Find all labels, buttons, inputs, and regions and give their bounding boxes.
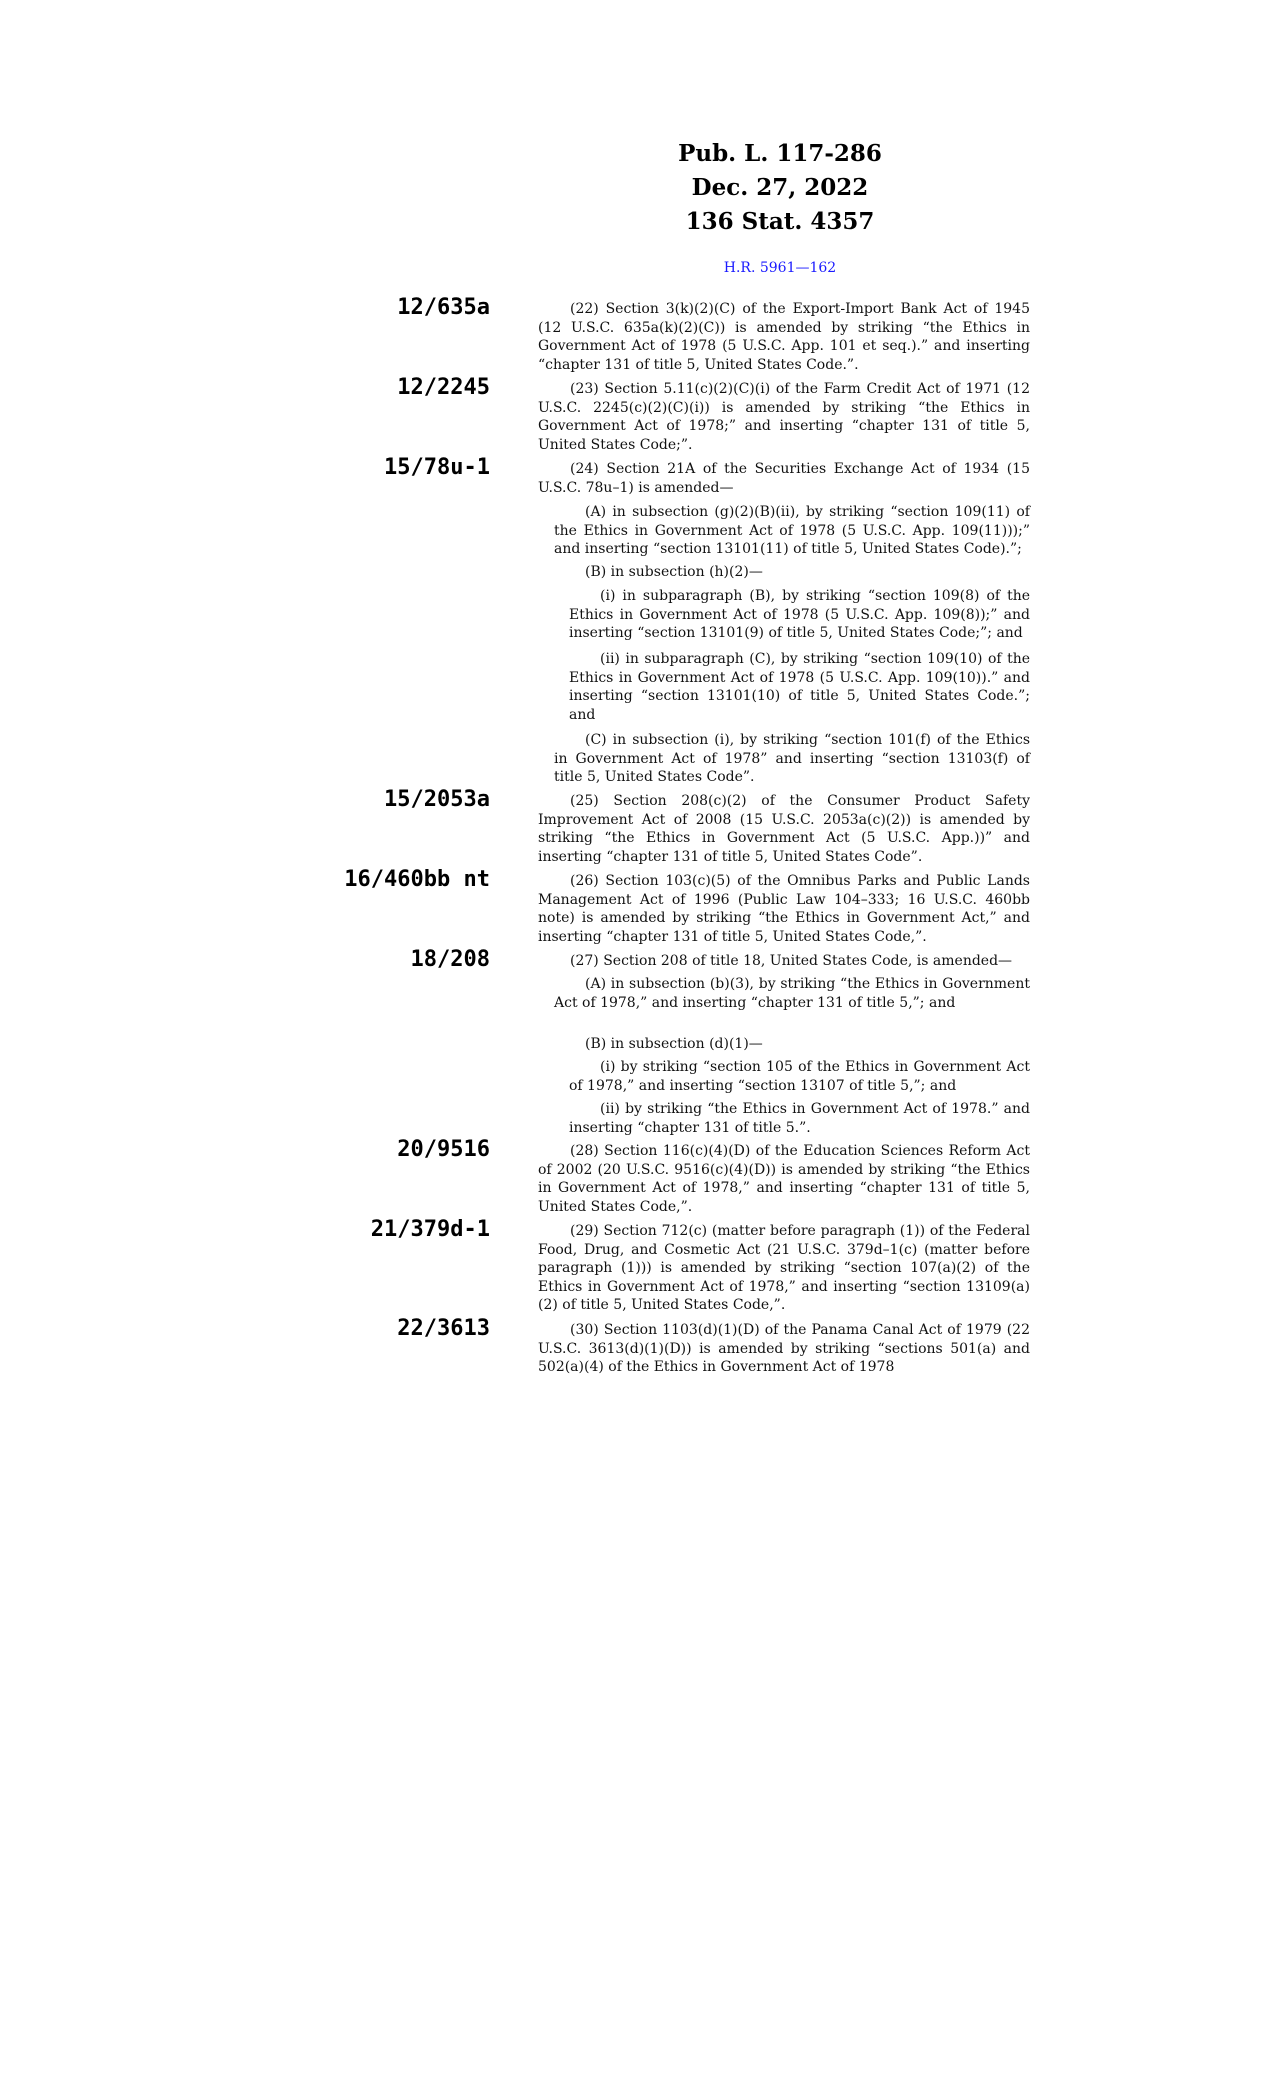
paragraph-25: (25) Section 208(c)(2) of the Consumer Product Safety Improvement Act of 2008 (15 U.S.C. 2053a(c)(2)) is amended by striking “the Ethics in Government Act (5 U.S.C. App.))” and inserting “chapter 131 of title 5, United States Code”. (538, 793, 1030, 865)
paragraph-27-A: (A) in subsection (b)(3), by striking “the Ethics in Government Act of 1978,” and inserting “chapter 131 of title 5,”; and (554, 976, 1030, 1011)
paragraph-27-B: (B) in subsection (d)(1)— (585, 1036, 763, 1052)
paragraph-22: (22) Section 3(k)(2)(C) of the Export-Import Bank Act of 1945 (12 U.S.C. 635a(k)(2)(C)) is amended by striking “the Ethics in Government Act of 1978 (5 U.S.C. App. 101 et seq.).” and inserting “chapter 131 of title 5, United States Code.”. (538, 301, 1030, 373)
paragraph-24-B-ii: (ii) in subparagraph (C), by striking “section 109(10) of the Ethics in Government Act of 1978 (5 U.S.C. App. 109(10)).” and inserting “section 13101(10) of title 5, United States Code.”; and (569, 651, 1030, 723)
margin-citation: 12/2245 (397, 375, 490, 400)
paragraph-24-A: (A) in subsection (g)(2)(B)(ii), by striking “section 109(11) of the Ethics in Government Act of 1978 (5 U.S.C. App. 109(11)));” and inserting “section 13101(11) of title 5, United States Code).”; (554, 504, 1030, 558)
paragraph-24-B-i: (i) in subparagraph (B), by striking “section 109(8) of the Ethics in Government Act of 1978 (5 U.S.C. App. 109(8));” and inserting “section 13101(9) of title 5, United States Code;”; and (569, 588, 1030, 642)
paragraph-27: (27) Section 208 of title 18, United States Code, is amended— (570, 953, 1013, 969)
paragraph-26: (26) Section 103(c)(5) of the Omnibus Parks and Public Lands Management Act of 1996 (Public Law 104–333; 16 U.S.C. 460bb note) is amended by striking “the Ethics in Government Act,” and inserting “chapter 131 of title 5, United States Code,”. (538, 873, 1030, 945)
margin-citation: 12/635a (397, 295, 490, 320)
margin-citation: 20/9516 (397, 1137, 490, 1162)
paragraph-30: (30) Section 1103(d)(1)(D) of the Panama Canal Act of 1979 (22 U.S.C. 3613(d)(1)(D)) is amended by striking “sections 501(a) and 502(a)(4) of the Ethics in Government Act of 1978 (538, 1322, 1030, 1376)
margin-citation: 18/208 (410, 947, 490, 972)
paragraph-29: (29) Section 712(c) (matter before paragraph (1)) of the Federal Food, Drug, and Cosmetic Act (21 U.S.C. 379d–1(c) (matter before paragraph (1))) is amended by striking “section 107(a)(2) of the Ethics in Government Act of 1978,” and inserting “section 13109(a)(2) of title 5, United States Code,”. (538, 1223, 1030, 1314)
public-law-number: Pub. L. 117-286 (678, 140, 882, 167)
margin-citation: 22/3613 (397, 1316, 490, 1341)
paragraph-24: (24) Section 21A of the Securities Exchange Act of 1934 (15 U.S.C. 78u–1) is amended— (538, 461, 1030, 496)
paragraph-24-C: (C) in subsection (i), by striking “section 101(f) of the Ethics in Government Act of 1978” and inserting “section 13103(f) of title 5, United States Code”. (554, 732, 1030, 786)
enactment-date: Dec. 27, 2022 (691, 174, 869, 201)
margin-citation: 15/78u-1 (384, 455, 490, 480)
statute-citation: 136 Stat. 4357 (685, 208, 875, 235)
paragraph-28: (28) Section 116(c)(4)(D) of the Education Sciences Reform Act of 2002 (20 U.S.C. 9516(c)(4)(D)) is amended by striking “the Ethics in Government Act of 1978,” and inserting “chapter 131 of title 5, United States Code,”. (538, 1143, 1030, 1215)
margin-citation: 21/379d-1 (370, 1217, 490, 1242)
paragraph-27-B-i: (i) by striking “section 105 of the Ethics in Government Act of 1978,” and inserting “section 13107 of title 5,”; and (569, 1059, 1030, 1094)
paragraph-24-B: (B) in subsection (h)(2)— (585, 564, 763, 580)
paragraph-23: (23) Section 5.11(c)(2)(C)(i) of the Farm Credit Act of 1971 (12 U.S.C. 2245(c)(2)(C)(i)) is amended by striking “the Ethics in Government Act of 1978;” and inserting “chapter 131 of title 5, United States Code;”. (538, 381, 1030, 453)
margin-citation: 15/2053a (384, 787, 490, 812)
paragraph-27-B-ii: (ii) by striking “the Ethics in Government Act of 1978.” and inserting “chapter 131 of title 5.”. (569, 1101, 1030, 1136)
bill-reference-link[interactable]: H.R. 5961—162 (723, 260, 837, 276)
margin-citation: 16/460bb nt (344, 867, 490, 892)
